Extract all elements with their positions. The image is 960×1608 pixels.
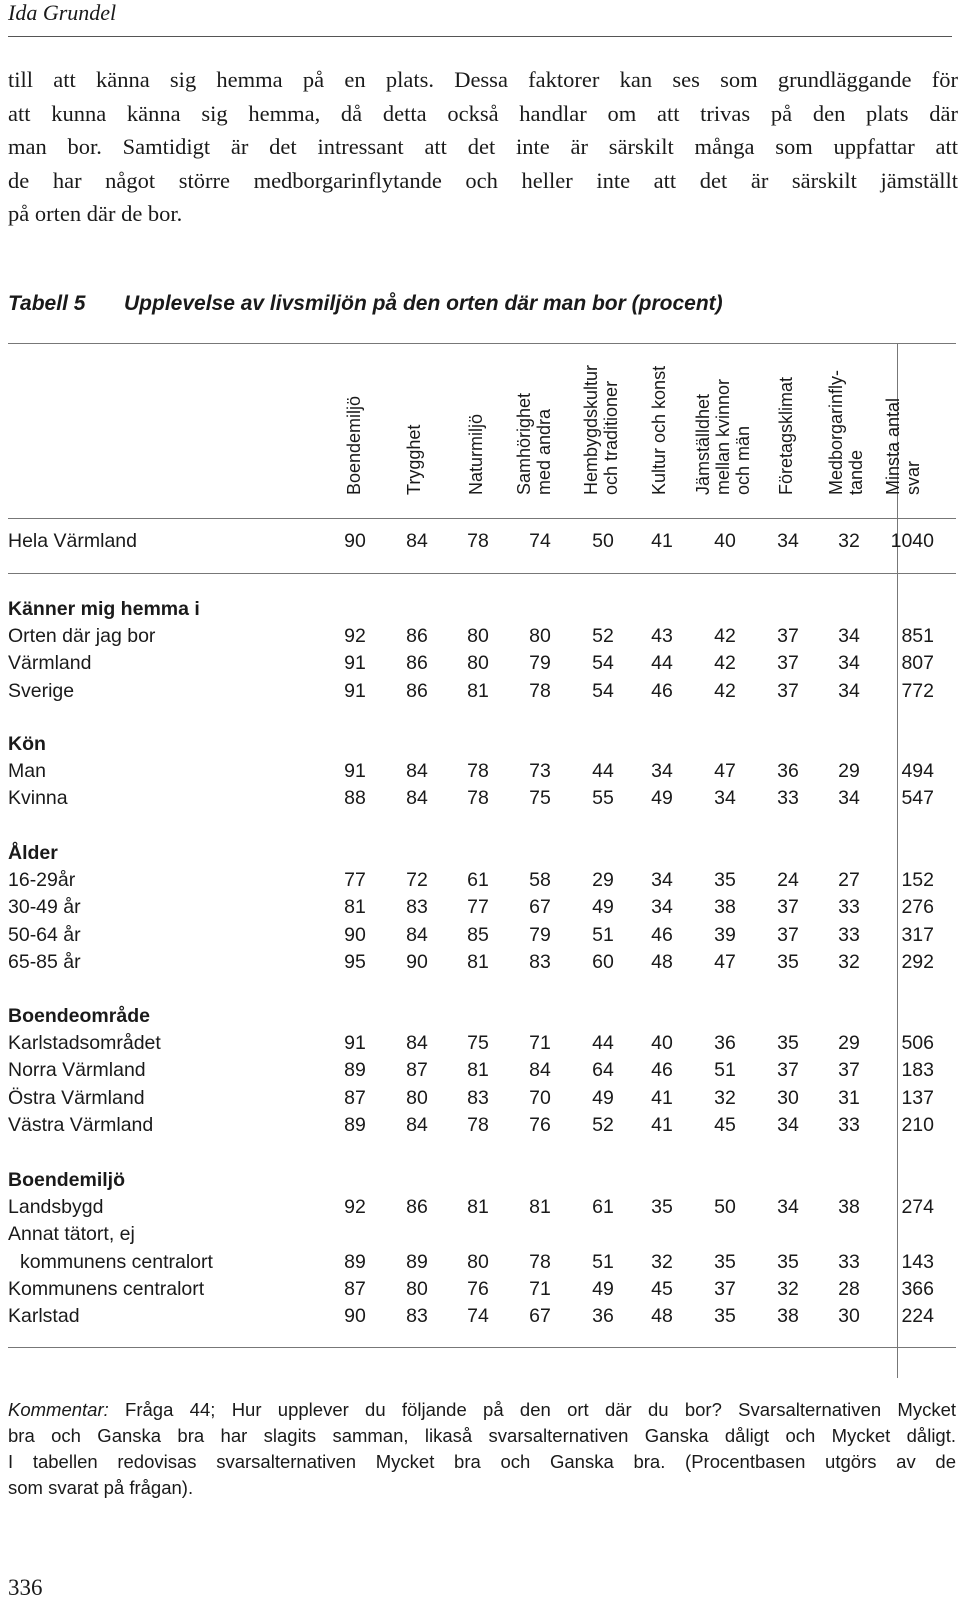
table-cell: 48: [651, 1305, 673, 1327]
comment-line: I tabellen redovisas svarsalternativen Mycket bra och Ganska bra. (Procentbasen utgörs av de: [8, 1451, 956, 1472]
table-cell: 80: [406, 1278, 428, 1300]
column-header: [344, 396, 364, 495]
table-cell: 36: [777, 760, 799, 782]
table-cell: 39: [714, 924, 736, 946]
table-cell: 86: [406, 652, 428, 674]
table-cell: 52: [592, 625, 614, 647]
row-label: 65-85 år: [8, 951, 81, 973]
column-header-line: Jämställdhet: [693, 393, 713, 495]
comment-line: bra och Ganska bra har slagits samman, likaså svarsalternativen Ganska dåligt och Mycket dåligt.: [8, 1425, 956, 1446]
table-cell: 37: [838, 1059, 860, 1081]
table-cell: 49: [592, 896, 614, 918]
table-cell: 28: [838, 1278, 860, 1300]
table-cell: 80: [467, 625, 489, 647]
table-cell: 32: [651, 1251, 673, 1273]
table-cell: 81: [344, 896, 366, 918]
table-cell-count: 494: [901, 760, 934, 782]
group-heading: Boendemiljö: [8, 1169, 126, 1191]
table-cell: 91: [344, 1032, 366, 1054]
table-cell: 29: [838, 1032, 860, 1054]
table-cell: 75: [529, 787, 551, 809]
row-label: Karlstad: [8, 1305, 80, 1327]
table-cell: 64: [592, 1059, 614, 1081]
table-cell: 35: [714, 869, 736, 891]
table-cell: 86: [406, 680, 428, 702]
table-cell: 44: [651, 652, 673, 674]
table-cell: 45: [714, 1114, 736, 1136]
table-cell: 89: [344, 1114, 366, 1136]
table-cell-count: 143: [901, 1251, 934, 1273]
table-cell: 37: [777, 652, 799, 674]
total-row-rule: [8, 573, 956, 574]
row-label: 30-49 år: [8, 896, 81, 918]
table-cell-count: 224: [901, 1305, 934, 1327]
row-label: Kvinna: [8, 787, 68, 809]
table-cell: 78: [467, 1114, 489, 1136]
table-cell: 37: [777, 625, 799, 647]
header-rule: [8, 36, 952, 37]
table-cell: 76: [529, 1114, 551, 1136]
column-header-line: Företagsklimat: [776, 376, 796, 495]
table-cell: 48: [651, 951, 673, 973]
column-header-line: Naturmiljö: [466, 413, 486, 495]
table-cell: 34: [651, 869, 673, 891]
column-header: [466, 414, 486, 495]
table-cell: 50: [714, 1196, 736, 1218]
column-header: [581, 365, 621, 495]
group-heading: Kön: [8, 733, 46, 755]
page-number: 336: [8, 1575, 43, 1600]
table-cell: 58: [529, 869, 551, 891]
table-cell: 78: [467, 760, 489, 782]
paragraph-line: man bor. Samtidigt är det intressant att det inte är särskilt många som uppfattar att: [8, 134, 958, 159]
column-header: [826, 370, 866, 495]
table-cell: 61: [592, 1196, 614, 1218]
table-cell: 38: [714, 896, 736, 918]
table-cell: 86: [406, 625, 428, 647]
table-cell: 32: [838, 951, 860, 973]
row-label: kommunens centralort: [20, 1251, 213, 1273]
table-cell: 83: [467, 1087, 489, 1109]
table-cell: 31: [838, 1087, 860, 1109]
table-label: Tabell 5: [8, 292, 86, 315]
row-label: Sverige: [8, 680, 75, 702]
table-cell: 78: [467, 530, 489, 552]
table-cell: 24: [777, 869, 799, 891]
body-paragraph: [8, 63, 958, 231]
table-cell: 38: [838, 1196, 860, 1218]
paragraph-line: på orten där de bor.: [8, 201, 183, 226]
table-cell: 32: [838, 530, 860, 552]
table-cell: 42: [714, 625, 736, 647]
table-cell: 37: [777, 1059, 799, 1081]
column-header-line: med andra: [534, 408, 554, 495]
table-cell: 81: [467, 680, 489, 702]
table-cell: 75: [467, 1032, 489, 1054]
table-cell: 60: [592, 951, 614, 973]
group-heading: Boendeområde: [8, 1005, 150, 1027]
table-cell: 37: [777, 680, 799, 702]
table-cell: 37: [777, 924, 799, 946]
table-cell-count: 851: [901, 625, 934, 647]
table-top-rule: [8, 343, 956, 344]
table-cell: 34: [777, 1196, 799, 1218]
table-cell: 72: [406, 869, 428, 891]
table-cell: 33: [838, 1114, 860, 1136]
table-cell: 35: [777, 1251, 799, 1273]
table-cell: 34: [714, 787, 736, 809]
table-cell: 34: [777, 1114, 799, 1136]
table-cell-count: 807: [901, 652, 934, 674]
row-label: Karlstadsområdet: [8, 1032, 161, 1054]
table-cell: 42: [714, 652, 736, 674]
table-cell: 54: [592, 652, 614, 674]
table-cell: 38: [777, 1305, 799, 1327]
table-cell: 74: [467, 1305, 489, 1327]
row-label: Norra Värmland: [8, 1059, 146, 1081]
column-header: [693, 379, 753, 495]
table-cell: 33: [838, 896, 860, 918]
column-header: [649, 366, 669, 495]
table-cell-count: 152: [901, 869, 934, 891]
table-cell-count: 772: [901, 680, 934, 702]
table-cell: 90: [344, 1305, 366, 1327]
table-cell: 90: [344, 924, 366, 946]
table-cell: 40: [714, 530, 736, 552]
column-header-line: mellan kvinnor: [713, 378, 733, 495]
row-label: 16-29år: [8, 869, 76, 891]
column-header: [514, 393, 554, 495]
table-cell: 55: [592, 787, 614, 809]
table-cell: 87: [344, 1278, 366, 1300]
table-cell: 84: [406, 1032, 428, 1054]
comment-label: Kommentar:: [8, 1399, 109, 1420]
table-cell: 35: [714, 1305, 736, 1327]
table-header-rule: [8, 518, 956, 519]
table-cell: 91: [344, 652, 366, 674]
table-cell: 30: [838, 1305, 860, 1327]
table-cell-count: 506: [901, 1032, 934, 1054]
table-cell: 87: [344, 1087, 366, 1109]
row-label: Man: [8, 760, 46, 782]
table-cell: 73: [529, 760, 551, 782]
table-cell: 46: [651, 1059, 673, 1081]
table-cell: 34: [651, 760, 673, 782]
table-cell: 83: [406, 896, 428, 918]
table-cell: 51: [592, 1251, 614, 1273]
column-header-line: Medborgarinfly-: [826, 369, 846, 495]
table-cell: 81: [529, 1196, 551, 1218]
column-header: [776, 377, 796, 495]
table-cell: 84: [406, 787, 428, 809]
table-cell: 49: [592, 1087, 614, 1109]
table-cell: 33: [838, 924, 860, 946]
table-cell: 33: [838, 1251, 860, 1273]
column-header-line: svar: [903, 460, 923, 495]
table-cell: 49: [651, 787, 673, 809]
column-header-line: Minsta antal: [883, 397, 903, 495]
table-cell: 32: [777, 1278, 799, 1300]
table-cell: 79: [529, 652, 551, 674]
table-cell: 46: [651, 680, 673, 702]
table-cell: 88: [344, 787, 366, 809]
table-cell: 89: [406, 1251, 428, 1273]
group-heading: Känner mig hemma i: [8, 598, 200, 620]
table-cell: 74: [529, 530, 551, 552]
column-header-line: och traditioner: [601, 380, 621, 495]
column-header-line: Kultur och konst: [649, 365, 669, 495]
table-comment: [8, 1397, 956, 1501]
table-cell: 84: [406, 530, 428, 552]
row-label: Landsbygd: [8, 1196, 104, 1218]
table-cell: 41: [651, 1087, 673, 1109]
table-cell: 34: [838, 625, 860, 647]
table-cell: 44: [592, 760, 614, 782]
table-cell: 45: [651, 1278, 673, 1300]
group-heading: Ålder: [8, 842, 58, 864]
column-header-line: tande: [846, 449, 866, 495]
table-cell: 90: [344, 530, 366, 552]
table-cell: 42: [714, 680, 736, 702]
table-cell: 41: [651, 530, 673, 552]
table-cell: 40: [651, 1032, 673, 1054]
column-header-line: Hembygdskultur: [581, 364, 601, 495]
table-title: Upplevelse av livsmiljön på den orten där man bor (procent): [124, 292, 723, 315]
table-cell: 85: [467, 924, 489, 946]
comment-line: som svarat på frågan).: [8, 1477, 194, 1498]
table-cell: 71: [529, 1032, 551, 1054]
table-cell: 91: [344, 680, 366, 702]
table-cell: 81: [467, 951, 489, 973]
table-cell: 35: [777, 951, 799, 973]
table-cell: 34: [838, 652, 860, 674]
row-label: Östra Värmland: [8, 1087, 145, 1109]
row-label: Orten där jag bor: [8, 625, 156, 647]
table-cell: 37: [777, 896, 799, 918]
row-label: Värmland: [8, 652, 92, 674]
table-cell: 29: [592, 869, 614, 891]
table-cell: 49: [592, 1278, 614, 1300]
table-cell: 81: [467, 1059, 489, 1081]
table-cell-count: 317: [901, 924, 934, 946]
table-cell: 29: [838, 760, 860, 782]
column-header-line: Boendemiljö: [344, 395, 364, 495]
table-cell: 80: [529, 625, 551, 647]
table-cell: 35: [651, 1196, 673, 1218]
table-cell: 84: [406, 760, 428, 782]
table-cell: 84: [406, 1114, 428, 1136]
table-cell: 36: [714, 1032, 736, 1054]
table-cell: 34: [838, 787, 860, 809]
table-cell: 89: [344, 1059, 366, 1081]
column-header: [883, 398, 923, 495]
table-cell: 70: [529, 1087, 551, 1109]
table-cell: 86: [406, 1196, 428, 1218]
row-label: Västra Värmland: [8, 1114, 154, 1136]
running-header-author: Ida Grundel: [8, 0, 117, 25]
paragraph-line: till att känna sig hemma på en plats. Dessa faktorer kan ses som grundläggande för: [8, 67, 958, 92]
table-cell: 30: [777, 1087, 799, 1109]
table-cell: 52: [592, 1114, 614, 1136]
table-cell: 47: [714, 951, 736, 973]
table-cell: 79: [529, 924, 551, 946]
row-label: 50-64 år: [8, 924, 81, 946]
table-vertical-rule: [897, 343, 898, 1378]
table-cell: 87: [406, 1059, 428, 1081]
table-cell: 46: [651, 924, 673, 946]
table-cell: 47: [714, 760, 736, 782]
table-cell: 95: [344, 951, 366, 973]
table-cell: 51: [714, 1059, 736, 1081]
table-cell: 78: [529, 1251, 551, 1273]
paragraph-line: de har något större medborgarinflytande och heller inte att det är särskilt jämställt: [8, 167, 958, 193]
column-header-line: Samhörighet: [514, 392, 534, 495]
table-cell: 76: [467, 1278, 489, 1300]
table-cell: 80: [406, 1087, 428, 1109]
table-cell: 34: [838, 680, 860, 702]
table-cell: 84: [529, 1059, 551, 1081]
table-cell: 27: [838, 869, 860, 891]
comment-line: Fråga 44; Hur upplever du följande på den ort där du bor? Svarsalternativen Mycket: [108, 1399, 956, 1420]
table-cell: 83: [529, 951, 551, 973]
table-cell-count: 137: [901, 1087, 934, 1109]
row-label: Hela Värmland: [8, 530, 137, 552]
table-cell: 78: [529, 680, 551, 702]
table-cell: 35: [777, 1032, 799, 1054]
column-header-line: och män: [733, 425, 753, 495]
table-cell: 32: [714, 1087, 736, 1109]
table-cell: 51: [592, 924, 614, 946]
table-cell: 34: [777, 530, 799, 552]
table-cell: 43: [651, 625, 673, 647]
table-cell: 80: [467, 652, 489, 674]
table-cell: 35: [714, 1251, 736, 1273]
table-cell: 33: [777, 787, 799, 809]
table-cell: 84: [406, 924, 428, 946]
table-cell: 36: [592, 1305, 614, 1327]
table-cell: 34: [651, 896, 673, 918]
table-cell: 77: [344, 869, 366, 891]
table-bottom-rule: [8, 1347, 956, 1348]
table-cell: 92: [344, 625, 366, 647]
table-cell: 61: [467, 869, 489, 891]
paragraph-line: att kunna känna sig hemma, då detta också handlar om att trivas på den plats där: [8, 100, 958, 126]
table-cell: 37: [714, 1278, 736, 1300]
table-cell: 83: [406, 1305, 428, 1327]
table-cell-count: 366: [901, 1278, 934, 1300]
table-cell: 91: [344, 760, 366, 782]
column-header: [404, 425, 424, 495]
table-cell: 92: [344, 1196, 366, 1218]
table-cell: 89: [344, 1251, 366, 1273]
row-label: Annat tätort, ej: [8, 1223, 135, 1245]
row-label: Kommunens centralort: [8, 1278, 205, 1300]
table-cell-count: 274: [901, 1196, 934, 1218]
table-cell: 71: [529, 1278, 551, 1300]
table-cell-count: 276: [901, 896, 934, 918]
table-cell-count: 1040: [890, 530, 934, 552]
table-cell: 81: [467, 1196, 489, 1218]
table-cell: 67: [529, 1305, 551, 1327]
table-cell-count: 183: [901, 1059, 934, 1081]
table-cell: 54: [592, 680, 614, 702]
column-header-line: Trygghet: [404, 424, 424, 495]
table-cell-count: 547: [901, 787, 934, 809]
table-cell: 67: [529, 896, 551, 918]
table-cell: 90: [406, 951, 428, 973]
table-cell: 44: [592, 1032, 614, 1054]
table-cell-count: 292: [901, 951, 934, 973]
table-cell: 77: [467, 896, 489, 918]
table-cell: 50: [592, 530, 614, 552]
table-cell-count: 210: [901, 1114, 934, 1136]
table-cell: 80: [467, 1251, 489, 1273]
table-cell: 41: [651, 1114, 673, 1136]
table-cell: 78: [467, 787, 489, 809]
